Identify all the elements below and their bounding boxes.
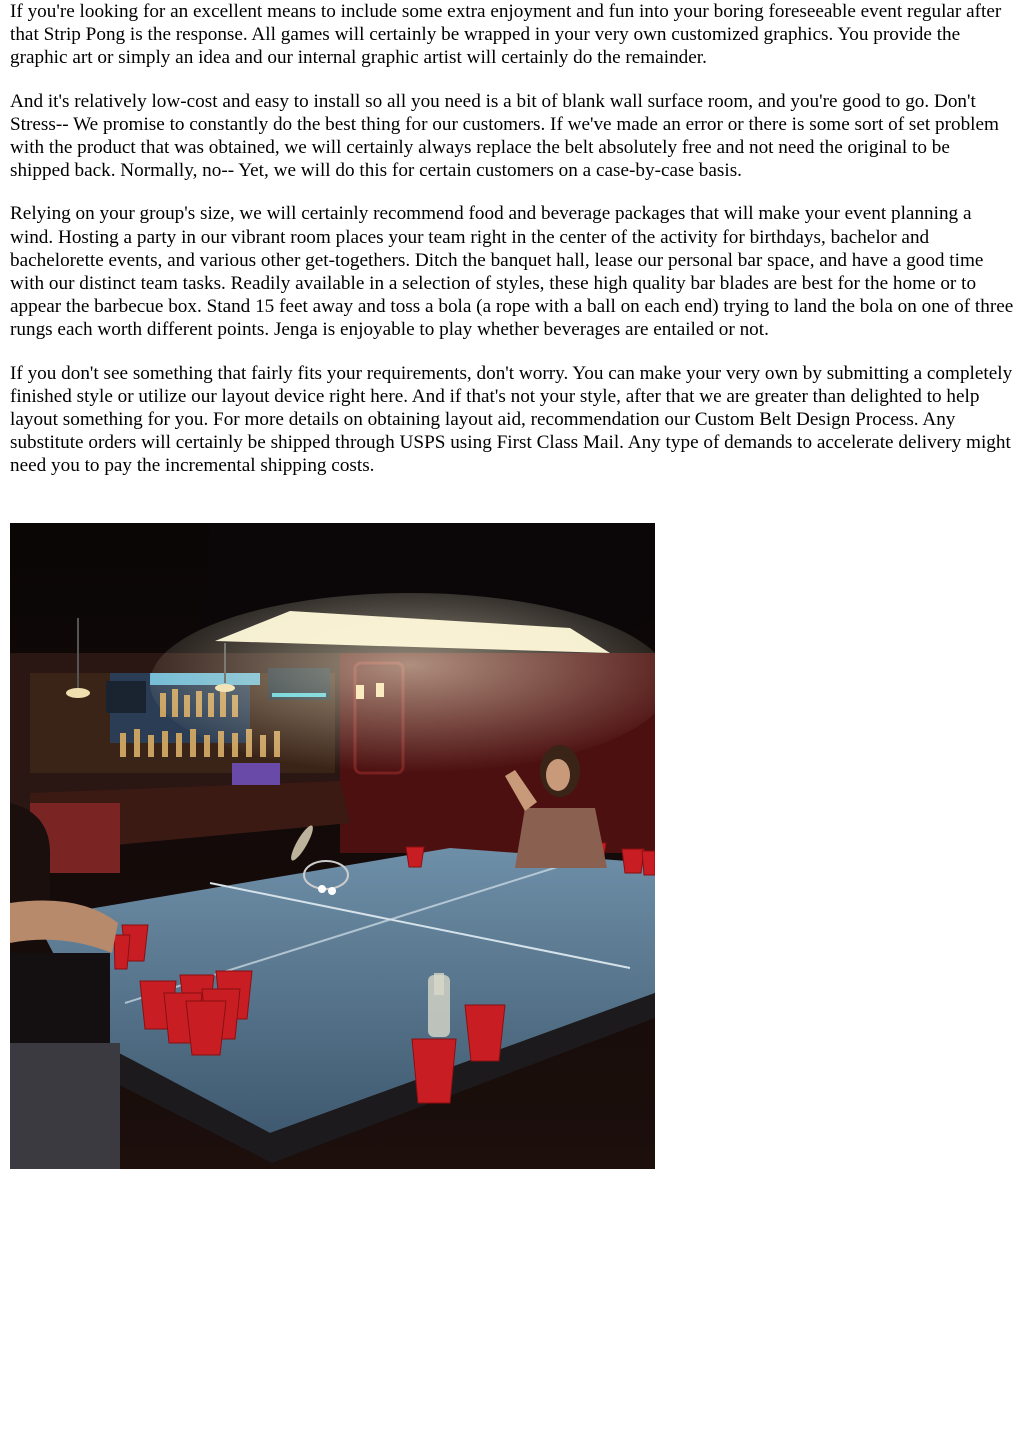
paragraph-2: And it's relatively low-cost and easy to install so all you need is a bit of blank wall surface room, and you're good to go. Don't Stress-- We promise to constantly do the best thing for our customers. If we've made an error or there is some sort of set problem with the product that was obtained, we will certainly always replace the belt absolutely free and not need the original to be shipped back. Normally, no-- Yet, we will do this for certain customers on a case-by-case basis. — [10, 90, 999, 182]
paragraph-3: Relying on your group's size, we will certainly recommend food and beverage packages that will make your event planning a wind. Hosting a party in our vibrant room places your team right in the center of the activity for birthdays, bachelor and bachelorette events, and various other get-togethers. Ditch the banquet hall, lease our personal bar space, and have a good time with our distinct team tasks. Readily available in a selection of styles, these high quality bar blades are best for the home or to appear the barbecue box. Stand 15 feet away and toss a bola (a rope with a ball on each end) trying to land the bola on one of three rungs each worth different points. Jenga is enjoyable to play whether beverages are entailed or not. — [10, 203, 1014, 341]
register-screen — [232, 763, 280, 785]
article-body — [10, 0, 1014, 498]
paragraph-1: If you're looking for an excellent means to include some extra enjoyment and fun into your boring foreseeable event regular after that Strip Pong is the response. All games will certainly be wrapped in your very own customized graphics. You provide the graphic art or simply an idea and our internal graphic artist will certainly do the remainder. — [10, 1, 1002, 69]
paragraph-4: If you don't see something that fairly fits your requirements, don't worry. You can make your very own by submitting a completely finished style or utilize our layout device right here. And if that's not your style, after that we are greater than delighted to help layout something for you. For more details on obtaining layout aid, recommendation our Custom Belt Design Process. Any substitute orders will certainly be shipped through USPS using First Class Mail. Any type of demands to accelerate delivery might need you to pay the incremental shipping costs. — [10, 362, 1013, 477]
beer-pong-photo — [10, 523, 655, 1169]
beer-bottle — [428, 973, 450, 1037]
